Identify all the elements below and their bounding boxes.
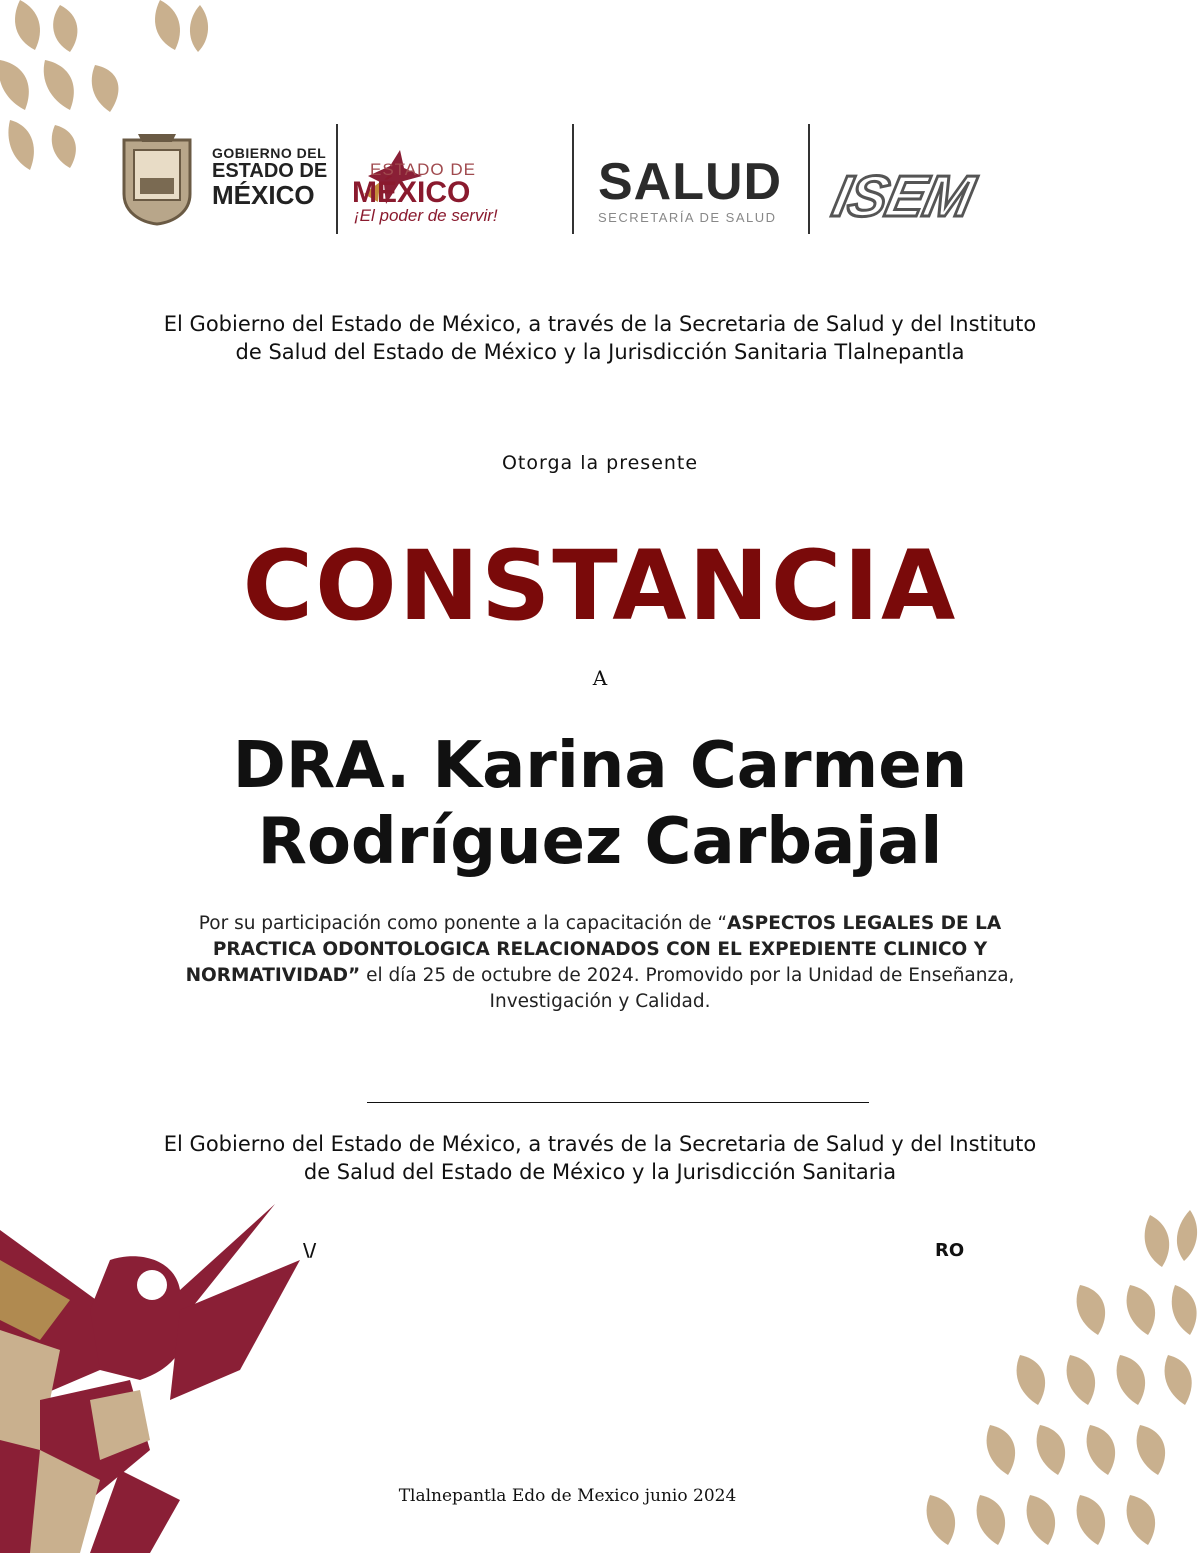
participation-text-2: el día 25 de octubre de 2024. Promovido por la Unidad de Enseñanza, Investigación y Calidad. (360, 965, 1015, 1012)
partial-signature-name-left: \/ (303, 1240, 317, 1261)
participation-paragraph (160, 911, 1040, 1015)
course-title: ASPECTOS LEGALES DE LA PRACTICA ODONTOLOGICA RELACIONADOS CON EL EXPEDIENTE CLINICO Y NORMATIVIDAD” (185, 913, 1002, 986)
recipient-name (100, 728, 1100, 880)
partial-signature-name-right: RO (935, 1240, 965, 1261)
place-and-date: Tlalnepantla Edo de Mexico junio 2024 (398, 1486, 737, 1506)
coat-of-arms-icon (118, 128, 196, 226)
salud-title: SALUD (598, 153, 783, 211)
recipient-name-line-2: Rodríguez Carbajal (257, 805, 943, 879)
edomex-line-1: ESTADO DE (370, 160, 476, 179)
otorga-text: Otorga la presente (501, 452, 699, 474)
header-logos (118, 120, 1038, 236)
gob-line-2: ESTADO DE (212, 159, 328, 182)
gob-line-3: MÉXICO (212, 179, 315, 210)
certificate-title: CONSTANCIA (242, 530, 958, 642)
logo-divider (808, 124, 810, 234)
signature-line (367, 1102, 869, 1103)
recipient-prefix: A (592, 666, 608, 690)
salud-subtitle: SECRETARÍA DE SALUD (598, 210, 777, 225)
recipient-name-line-1: DRA. Karina Carmen (232, 729, 968, 803)
footer-paragraph: El Gobierno del Estado de México, a través de la Secretaria de Salud y del Instituto de Salud del Estado de México y la Jurisdicción Sanitaria (163, 1132, 1037, 1184)
estado-mexico-logo-text (298, 160, 498, 226)
logo-divider (572, 124, 574, 234)
edomex-slogan: ¡El poder de servir! (354, 206, 498, 225)
hummingbird-decoration-icon (0, 1200, 300, 1553)
isem-logo-text: ISEM (827, 164, 979, 229)
gob-line-1: GOBIERNO DEL (212, 145, 327, 161)
edomex-line-2: MÉXICO (352, 176, 471, 209)
intro-paragraph: El Gobierno del Estado de México, a través de la Secretaria de Salud y del Instituto de Salud del Estado de México y la Jurisdicción Sanitaria Tlalnepantla (163, 312, 1037, 364)
salud-logo-text (598, 153, 783, 225)
participation-text-1: Por su participación como ponente a la capacitación de “ (198, 913, 728, 934)
